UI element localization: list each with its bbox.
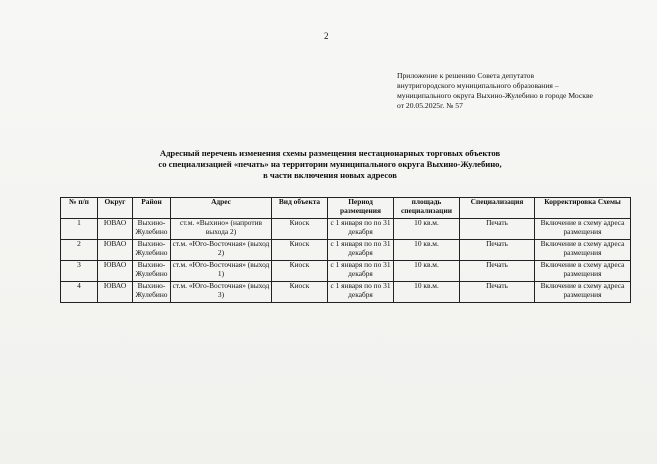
cell-specialization: Печать bbox=[460, 282, 535, 303]
cell-specialization: Печать bbox=[460, 219, 535, 240]
cell-area: 10 кв.м. bbox=[394, 219, 460, 240]
header-specialization: Специализация bbox=[460, 198, 535, 219]
title-line: в части включения новых адресов bbox=[263, 170, 397, 181]
cell-object-type: Киоск bbox=[272, 261, 328, 282]
cell-specialization: Печать bbox=[460, 240, 535, 261]
cell-address: ст.м. «Выхино» (напротив выхода 2) bbox=[171, 219, 272, 240]
cell-area: 10 кв.м. bbox=[394, 261, 460, 282]
header-okrug: Округ bbox=[98, 198, 133, 219]
table-row bbox=[61, 261, 631, 282]
cell-object-type: Киоск bbox=[272, 240, 328, 261]
document-title bbox=[60, 148, 600, 182]
cell-rayon: Выхино-Жулебино bbox=[133, 261, 171, 282]
cell-okrug: ЮВАО bbox=[98, 240, 133, 261]
header-correction: Корректировка Схемы bbox=[535, 198, 631, 219]
appendix-line: муниципального округа Выхино-Жулебино в городе Москве bbox=[397, 91, 593, 100]
appendix-note bbox=[397, 71, 637, 111]
table-row bbox=[61, 282, 631, 303]
cell-okrug: ЮВАО bbox=[98, 282, 133, 303]
cell-correction: Включение в схему адреса размещения bbox=[535, 219, 631, 240]
address-table bbox=[60, 197, 631, 303]
header-period: Период размещения bbox=[328, 198, 394, 219]
cell-num: 1 bbox=[61, 219, 98, 240]
cell-address: ст.м. «Юго-Восточная» (выход 2) bbox=[171, 240, 272, 261]
table-row bbox=[61, 219, 631, 240]
header-object-type: Вид объекта bbox=[272, 198, 328, 219]
header-address: Адрес bbox=[171, 198, 272, 219]
cell-object-type: Киоск bbox=[272, 282, 328, 303]
cell-period: с 1 января по по 31 декабря bbox=[328, 282, 394, 303]
appendix-line: от 20.05.2025г. № 57 bbox=[397, 101, 463, 110]
cell-num: 4 bbox=[61, 282, 98, 303]
cell-correction: Включение в схему адреса размещения bbox=[535, 282, 631, 303]
cell-okrug: ЮВАО bbox=[98, 261, 133, 282]
table-row bbox=[61, 240, 631, 261]
appendix-line: Приложение к решению Совета депутатов bbox=[397, 71, 535, 80]
cell-rayon: Выхино-Жулебино bbox=[133, 219, 171, 240]
cell-address: ст.м. «Юго-Восточная» (выход 1) bbox=[171, 261, 272, 282]
cell-period: с 1 января по по 31 декабря bbox=[328, 219, 394, 240]
cell-specialization: Печать bbox=[460, 261, 535, 282]
cell-area: 10 кв.м. bbox=[394, 240, 460, 261]
header-rayon: Район bbox=[133, 198, 171, 219]
cell-rayon: Выхино-Жулебино bbox=[133, 240, 171, 261]
cell-period: с 1 января по по 31 декабря bbox=[328, 261, 394, 282]
cell-okrug: ЮВАО bbox=[98, 219, 133, 240]
cell-object-type: Киоск bbox=[272, 219, 328, 240]
title-line: Адресный перечень изменения схемы размещения нестационарных торговых объектов bbox=[159, 148, 501, 158]
header-area: площадь специализации bbox=[394, 198, 460, 219]
cell-rayon: Выхино-Жулебино bbox=[133, 282, 171, 303]
cell-correction: Включение в схему адреса размещения bbox=[535, 240, 631, 261]
cell-address: ст.м. «Юго-Восточная» (выход 3) bbox=[171, 282, 272, 303]
cell-num: 2 bbox=[61, 240, 98, 261]
cell-correction: Включение в схему адреса размещения bbox=[535, 261, 631, 282]
page-number: 2 bbox=[324, 31, 329, 41]
cell-num: 3 bbox=[61, 261, 98, 282]
title-line: со специализацией «печать» на территории муниципального округа Выхино-Жулебино, bbox=[158, 159, 502, 170]
header-num: № п/п bbox=[61, 198, 98, 219]
appendix-line: внутригородского муниципального образования – bbox=[397, 81, 559, 90]
cell-area: 10 кв.м. bbox=[394, 282, 460, 303]
table-header-row bbox=[61, 198, 631, 219]
cell-period: с 1 января по по 31 декабря bbox=[328, 240, 394, 261]
